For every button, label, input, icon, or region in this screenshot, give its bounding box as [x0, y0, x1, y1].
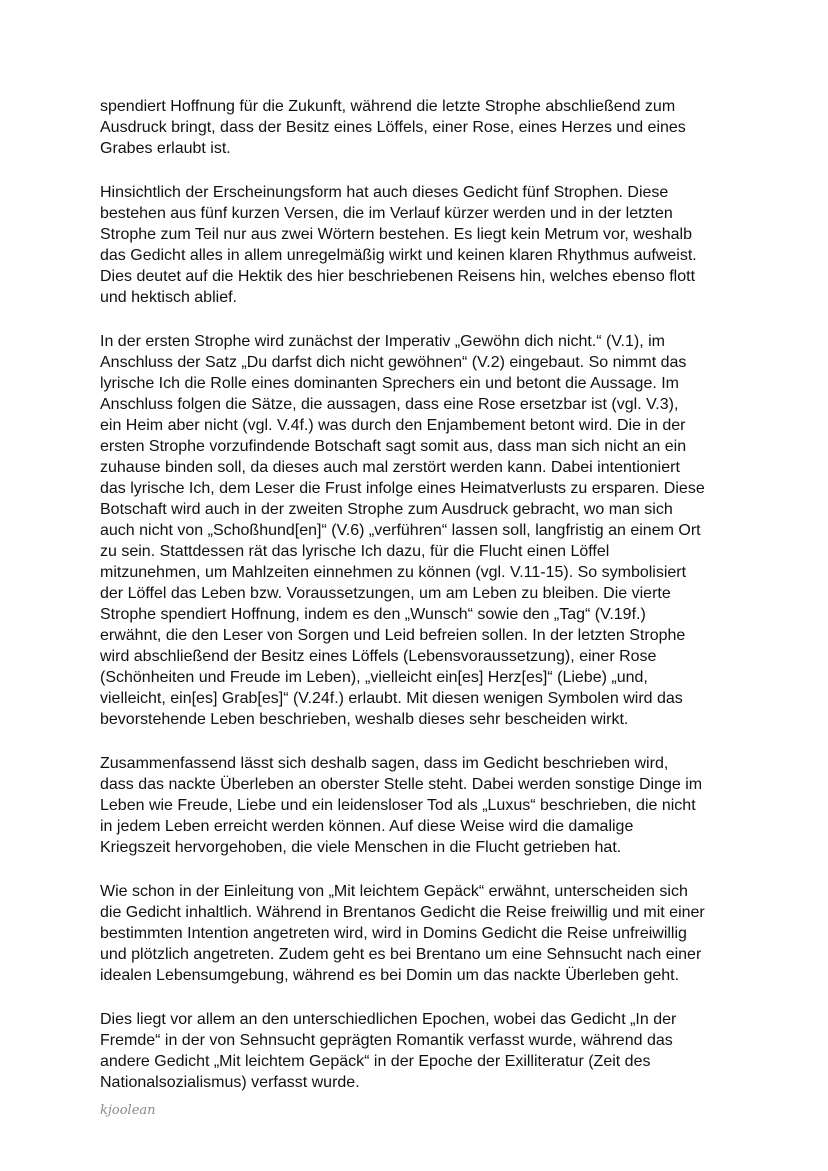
- text-line: idealen Lebensumgebung, während es bei Domin um das nackte Überleben geht.: [100, 967, 680, 984]
- text-line: und hektisch ablief.: [100, 289, 237, 306]
- text-line: spendiert Hoffnung für die Zukunft, während die letzte Strophe abschließend zum: [100, 98, 676, 115]
- text-line: zuhause binden soll, da dieses auch mal zerstört werden kann. Dabei intentioniert: [100, 459, 680, 476]
- text-line: Hinsichtlich der Erscheinungsform hat auch dieses Gedicht fünf Strophen. Diese: [100, 184, 669, 201]
- paragraph-1: [100, 96, 740, 159]
- text-line: Leben wie Freude, Liebe und ein leidensloser Tod als „Luxus“ beschrieben, die nicht: [100, 797, 696, 814]
- text-line: Strophe spendiert Hoffnung, indem es den „Wunsch“ sowie den „Tag“ (V.19f.): [100, 606, 646, 623]
- footer-author: kjoolean: [100, 1103, 156, 1118]
- paragraph-2: [100, 182, 740, 308]
- text-line: das Gedicht alles in allem unregelmäßig wirkt und keinen klaren Rhythmus aufweist.: [100, 247, 697, 264]
- text-line: das lyrische Ich, dem Leser die Frust infolge eines Heimatverlusts zu ersparen. Diese: [100, 480, 705, 497]
- paragraph-4: [100, 753, 740, 858]
- text-line: In der ersten Strophe wird zunächst der Imperativ „Gewöhn dich nicht.“ (V.1), im: [100, 333, 665, 350]
- text-line: auch nicht von „Schoßhund[en]“ (V.6) „verführen“ lassen soll, langfristig an einem Ort: [100, 522, 701, 539]
- text-line: andere Gedicht „Mit leichtem Gepäck“ in der Epoche der Exilliteratur (Zeit des: [100, 1053, 651, 1070]
- text-line: vielleicht, ein[es] Grab[es]“ (V.24f.) erlaubt. Mit diesen wenigen Symbolen wird das: [100, 690, 683, 707]
- text-line: Botschaft wird auch in der zweiten Strophe zum Ausdruck gebracht, wo man sich: [100, 501, 673, 518]
- text-line: dass das nackte Überleben an oberster Stelle steht. Dabei werden sonstige Dinge im: [100, 776, 703, 793]
- text-line: in jedem Leben erreicht werden können. Auf diese Weise wird die damalige: [100, 818, 634, 835]
- text-line: Wie schon in der Einleitung von „Mit leichtem Gepäck“ erwähnt, unterscheiden sich: [100, 883, 688, 900]
- text-line: bevorstehende Leben beschrieben, weshalb dieses sehr bescheiden wirkt.: [100, 711, 629, 728]
- text-line: Strophe zum Teil nur aus zwei Wörtern bestehen. Es liegt kein Metrum vor, weshalb: [100, 226, 692, 243]
- text-line: Nationalsozialismus) verfasst wurde.: [100, 1074, 360, 1091]
- text-line: der Löffel das Leben bzw. Voraussetzungen, um am Leben zu bleiben. Die vierte: [100, 585, 671, 602]
- text-line: mitzunehmen, um Mahlzeiten einnehmen zu können (vgl. V.11-15). So symbolisiert: [100, 564, 687, 581]
- text-line: erwähnt, die den Leser von Sorgen und Leid befreien sollen. In der letzten Strophe: [100, 627, 686, 644]
- text-line: bestimmten Intention angetreten wird, wird in Domins Gedicht die Reise unfreiwillig: [100, 925, 687, 942]
- text-line: und plötzlich angetreten. Zudem geht es bei Brentano um eine Sehnsucht nach einer: [100, 946, 702, 963]
- text-line: wird abschließend der Besitz eines Löffels (Lebensvoraussetzung), einer Rose: [100, 648, 657, 665]
- text-line: (Schönheiten und Freude im Leben), „vielleicht ein[es] Herz[es]“ (Liebe) „und,: [100, 669, 648, 686]
- text-line: Zusammenfassend lässt sich deshalb sagen, dass im Gedicht beschrieben wird,: [100, 755, 669, 772]
- paragraph-5: [100, 881, 740, 986]
- text-line: Ausdruck bringt, dass der Besitz eines Löffels, einer Rose, eines Herzes und eines: [100, 119, 686, 136]
- text-line: Anschluss der Satz „Du darfst dich nicht gewöhnen“ (V.2) eingebaut. So nimmt das: [100, 354, 687, 371]
- text-line: lyrische Ich die Rolle eines dominanten Sprechers ein und betont die Aussage. Im: [100, 375, 680, 392]
- paragraph-6: [100, 1009, 740, 1093]
- text-line: ersten Strophe vorzufindende Botschaft sagt somit aus, dass man sich nicht an ein: [100, 438, 687, 455]
- text-line: Anschluss folgen die Sätze, die aussagen, dass eine Rose ersetzbar ist (vgl. V.3),: [100, 396, 679, 413]
- paragraph-3: [100, 331, 740, 730]
- text-line: ein Heim aber nicht (vgl. V.4f.) was durch den Enjambement betont wird. Die in der: [100, 417, 686, 434]
- text-line: Grabes erlaubt ist.: [100, 140, 231, 157]
- text-line: zu sein. Stattdessen rät das lyrische Ich dazu, für die Flucht einen Löffel: [100, 543, 610, 560]
- text-line: die Gedicht inhaltlich. Während in Brentanos Gedicht die Reise freiwillig und mit einer: [100, 904, 705, 921]
- document-body: [100, 96, 740, 1116]
- text-line: Dies deutet auf die Hektik des hier beschriebenen Reisens hin, welches ebenso flott: [100, 268, 696, 285]
- text-line: Dies liegt vor allem an den unterschiedlichen Epochen, wobei das Gedicht „In der: [100, 1011, 677, 1028]
- text-line: Fremde“ in der von Sehnsucht geprägten Romantik verfasst wurde, während das: [100, 1032, 673, 1049]
- text-line: Kriegszeit hervorgehoben, die viele Menschen in die Flucht getrieben hat.: [100, 839, 622, 856]
- text-line: bestehen aus fünf kurzen Versen, die im Verlauf kürzer werden und in der letzten: [100, 205, 673, 222]
